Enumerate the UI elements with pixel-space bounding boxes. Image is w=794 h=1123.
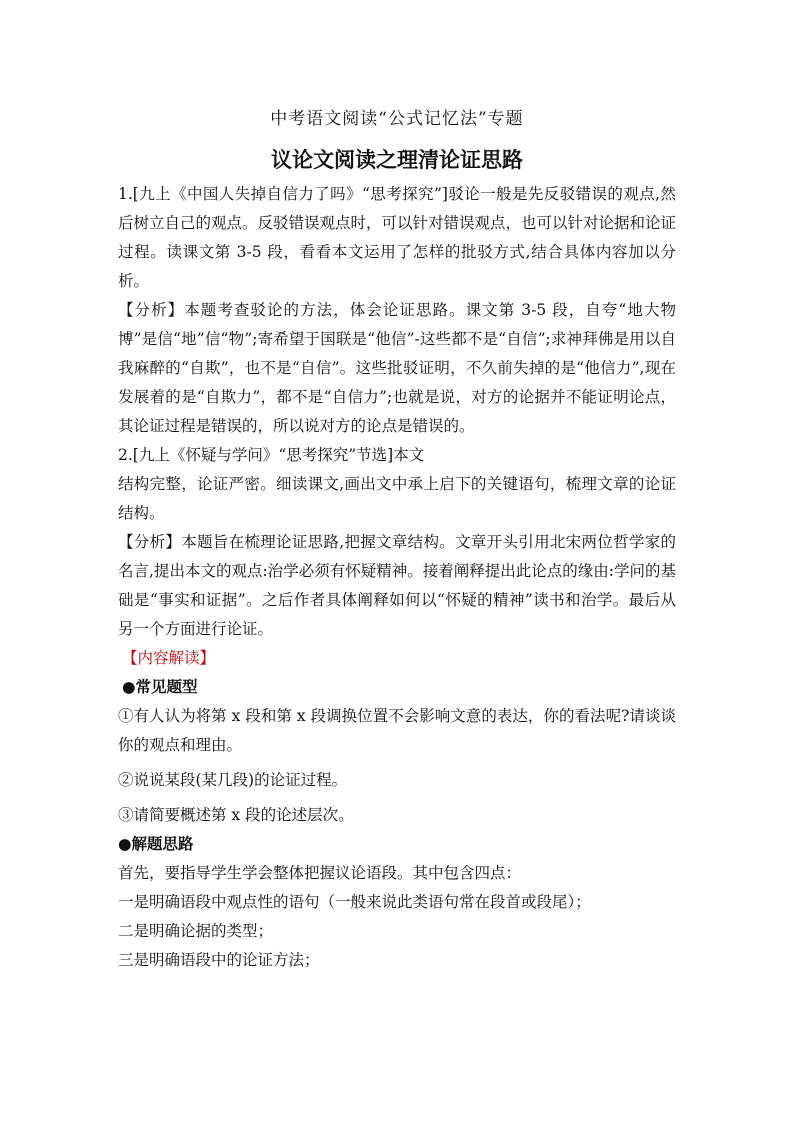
document-subtitle: 中考语文阅读“公式记忆法”专题	[270, 109, 524, 129]
common-types-heading: ●常见题型	[122, 678, 198, 696]
approach-heading: ●解题思路	[118, 835, 194, 853]
question-2-line-2: 结构完整，论证严密。细读课文,画出文中承上启下的关键语句，梳理文章的论证结构。	[118, 475, 676, 522]
interpretation-heading: 【内容解读】	[122, 649, 216, 667]
approach-line-1: 首先，要指导学生学会整体把握议论语段。其中包含四点：	[118, 864, 522, 882]
common-type-item-1: ①有人认为将第 x 段和第 x 段调换位置不会影响文意的表达，你的看法呢?请谈谈你的观点和理由。	[118, 707, 676, 754]
document-body	[118, 180, 676, 975]
document-title: 议论文阅读之理清论证思路	[271, 148, 523, 172]
approach-line-4: 三是明确语段中的论证方法；	[118, 951, 320, 969]
common-type-item-3: ③请简要概述第 x 段的论述层次。	[118, 806, 354, 824]
approach-line-2: 一是明确语段中观点性的语句（一般来说此类语句常在段首或段尾）；	[118, 893, 591, 911]
question-1: 1.[九上《中国人失掉自信力了吗》“思考探究”]驳论一般是先反驳错误的观点,然后树立自己的观点。反驳错误观点时，可以针对错误观点，也可以针对论据和论证过程。读课文第 3-5 段，看看本文运用了怎样的批驳方式,结合具体内容加以分析。	[118, 185, 677, 290]
common-type-item-2: ②说说某段(某几段)的论证过程。	[118, 771, 348, 789]
analysis-2: 【分析】本题旨在梳理论证思路,把握文章结构。文章开头引用北宋两位哲学家的名言,提出本文的观点:治学必须有怀疑精神。接着阐释提出此论点的缘由:学问的基础是“事实和证据”。之后作者具体阐释如何以“怀疑的精神”读书和治学。最后从另一个方面进行论证。	[118, 533, 676, 638]
analysis-1: 【分析】本题考查驳论的方法，体会论证思路。课文第 3-5 段，自夸“地大物博”是信“地”信“物”;寄希望于国联是“他信”-这些都不是“自信”;求神拜佛是用以自我麻醉的“自欺”，也不是“自信”。这些批驳证明，不久前失掉的是“他信力”,现在发展着的是“自欺力”，都不是“自信力”;也就是说，对方的论据并不能证明论点，其论证过程是错误的，所以说对方的论点是错误的。	[118, 301, 676, 435]
approach-line-3: 二是明确论据的类型；	[118, 922, 274, 940]
question-2-line-1: 2.[九上《怀疑与学问》“思考探究”节选]本文	[118, 446, 425, 464]
